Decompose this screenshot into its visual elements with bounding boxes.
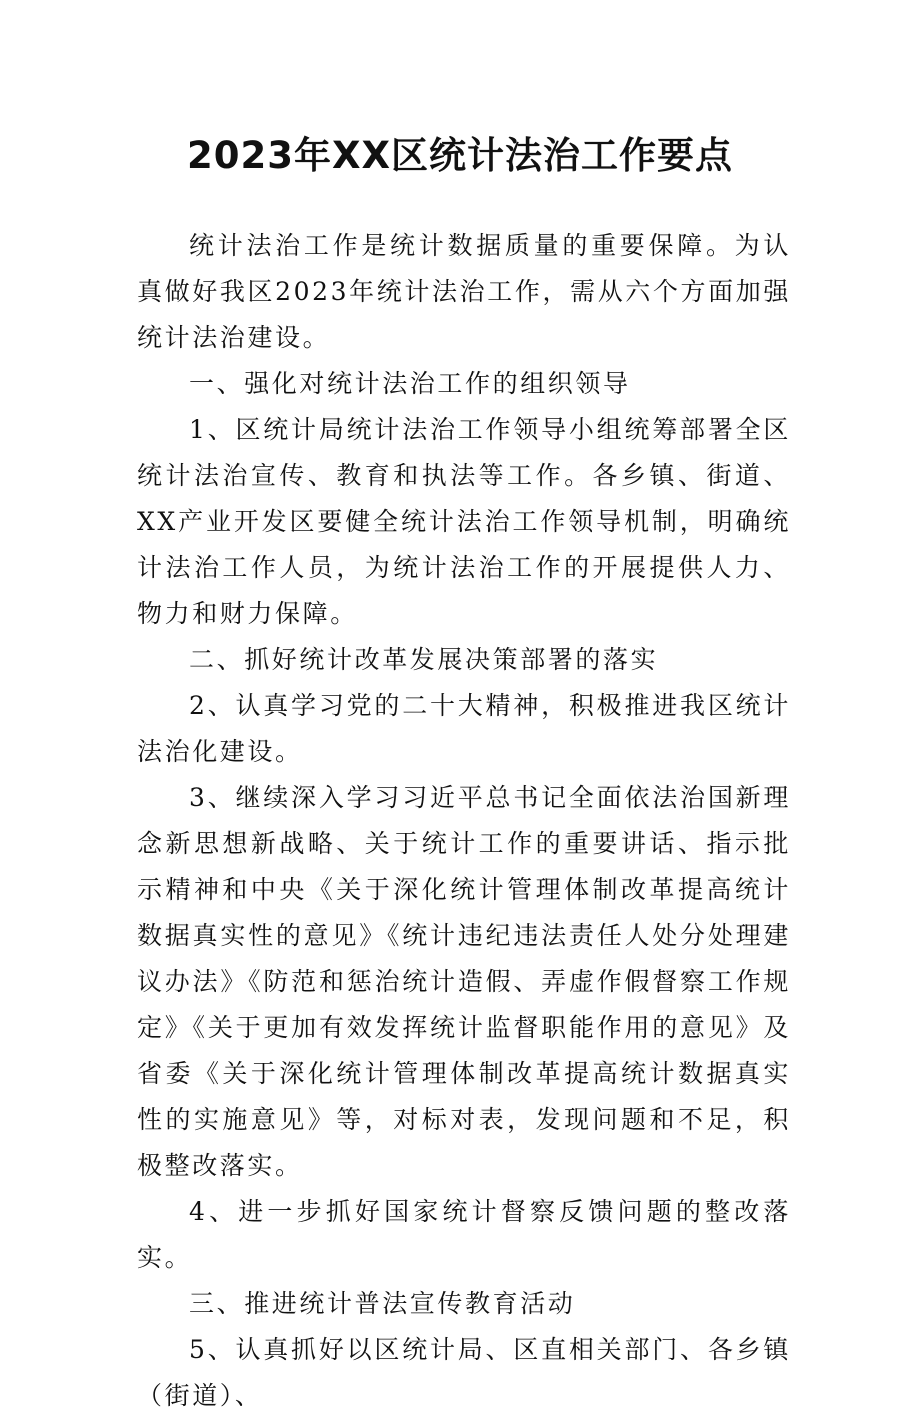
document-body xyxy=(137,223,791,1419)
item-paragraph-5: 5、认真抓好以区统计局、区直相关部门、各乡镇（街道）、 xyxy=(137,1335,791,1410)
section-heading-2: 二、抓好统计改革发展决策部署的落实 xyxy=(189,645,659,674)
intro-paragraph: 统计法治工作是统计数据质量的重要保障。为认真做好我区2023年统计法治工作，需从六个方面加强统计法治建设。 xyxy=(137,231,791,352)
item-paragraph-3: 3、继续深入学习习近平总书记全面依法治国新理念新思想新战略、关于统计工作的重要讲话、指示批示精神和中央《关于深化统计管理体制改革提高统计数据真实性的意见》《统计违纪违法责任人处分处理建议办法》《防范和惩治统计造假、弄虚作假督察工作规定》《关于更加有效发挥统计监督职能作用的意见》及省委《关于深化统计管理体制改革提高统计数据真实性的实施意见》等，对标对表，发现问题和不足，积极整改落实。 xyxy=(137,783,791,1180)
section-heading-3: 三、推进统计普法宣传教育活动 xyxy=(189,1289,576,1318)
document-title: 2023年XX区统计法治工作要点 xyxy=(186,134,734,177)
item-paragraph-4: 4、进一步抓好国家统计督察反馈问题的整改落实。 xyxy=(137,1197,791,1272)
item-paragraph-2: 2、认真学习党的二十大精神，积极推进我区统计法治化建设。 xyxy=(137,691,791,766)
section-heading-1: 一、强化对统计法治工作的组织领导 xyxy=(189,369,631,398)
item-paragraph-1: 1、区统计局统计法治工作领导小组统筹部署全区统计法治宣传、教育和执法等工作。各乡镇、街道、XX产业开发区要健全统计法治工作领导机制，明确统计法治工作人员，为统计法治工作的开展提供人力、物力和财力保障。 xyxy=(137,415,791,628)
